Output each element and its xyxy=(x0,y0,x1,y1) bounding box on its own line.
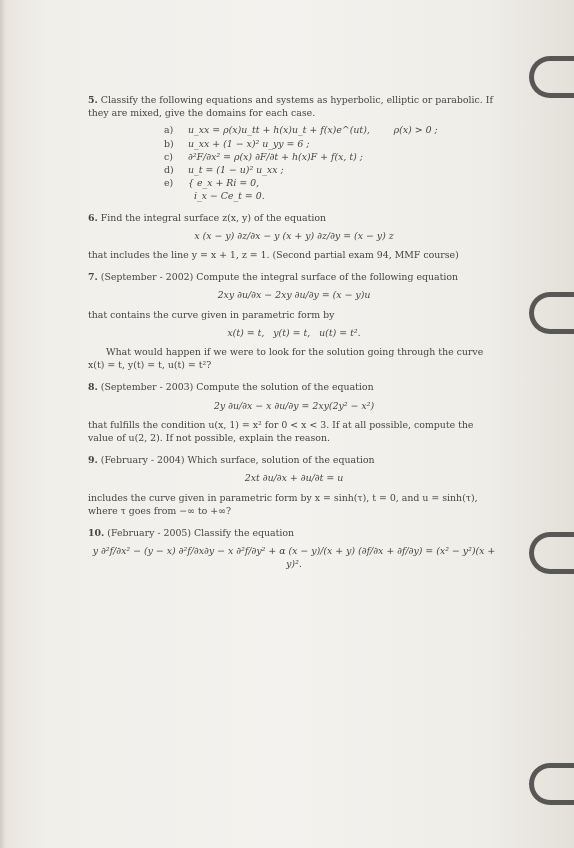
problem-number: 5. xyxy=(88,95,98,106)
item-label: b) xyxy=(164,138,174,150)
problem-text: (September - 2003) Compute the solution of the equation xyxy=(100,382,374,394)
problem-text: (February - 2005) Classify the equation xyxy=(107,528,295,540)
display-equation: x(t) = t, y(t) = t, u(t) = t². xyxy=(227,327,361,339)
problem-number: 10. xyxy=(88,528,105,540)
binder-ring xyxy=(529,763,574,805)
problem-5-statement xyxy=(88,94,500,120)
binder-ring xyxy=(529,292,574,334)
list-item xyxy=(164,177,500,203)
display-equation: x (x − y) ∂z/∂x − y (x + y) ∂z/∂y = (x − y) z xyxy=(194,230,394,242)
problem-text: What would happen if we were to look for the solution going through the curve x(t) = t, y(t) = t, u(t) = t²? xyxy=(88,347,484,372)
page-edge xyxy=(0,0,6,848)
item-label: d) xyxy=(164,165,174,177)
problem-9-statement xyxy=(88,454,500,467)
problem-7-statement xyxy=(88,271,500,284)
problem-text: that contains the curve given in parametric form by xyxy=(88,309,335,321)
problem-text: (September - 2002) Compute the integral surface of the following equation xyxy=(100,272,459,284)
display-equation: 2xy ∂u/∂x − 2xy ∂u/∂y = (x − y)u xyxy=(217,290,371,302)
problem-6-statement xyxy=(88,212,500,225)
display-equation: y ∂²f/∂x² − (y − x) ∂²f/∂x∂y − x ∂²f/∂y² + α (x − y)/(x + y) (∂f/∂x + ∂f/∂y) = (x² − y²)(x + y)². xyxy=(92,546,499,571)
item-label: a) xyxy=(164,125,174,137)
problem-5-list xyxy=(164,124,500,203)
item-label: c) xyxy=(164,151,173,163)
list-item xyxy=(164,124,500,137)
problem-number: 6. xyxy=(88,212,98,224)
problem-text: that includes the line y = x + 1, z = 1. (Second partial exam 94, MMF course) xyxy=(88,250,459,262)
list-item xyxy=(164,151,500,164)
display-equation: 2xt ∂u/∂x + ∂u/∂t = u xyxy=(244,473,344,485)
binder-ring xyxy=(529,532,574,574)
problem-text: includes the curve given in parametric form by x = sinh(τ), t = 0, and u = sinh(τ), where τ goes from −∞ to +∞? xyxy=(88,492,478,517)
exercise-sheet xyxy=(88,94,500,578)
problem-text: Classify the following equations and systems as hyperbolic, elliptic or parabolic. If they are mixed, give the domains for each case. xyxy=(88,95,493,120)
problem-text: that fulfills the condition u(x, 1) = x² for 0 < x < 3. If at all possible, compute the value of u(2, 2). If not possible, explain the reason. xyxy=(88,419,474,445)
problem-10-statement xyxy=(88,527,500,540)
item-equation: ∂²F/∂x² = ρ(x) ∂F/∂t + h(x)F + f(x, t) ; xyxy=(188,151,363,163)
problem-text: (February - 2004) Which surface, solution of the equation xyxy=(100,455,375,467)
problem-number: 8. xyxy=(88,382,98,394)
item-equation: u_xx = ρ(x)u_tt + h(x)u_t + f(x)e^(ut), ρ(x) > 0 ; xyxy=(188,125,438,137)
item-equation: { e_x + Ri = 0, i_x − Ce_t = 0. xyxy=(188,178,265,203)
problem-number: 9. xyxy=(88,455,98,467)
problem-8-statement xyxy=(88,381,500,394)
item-label: e) xyxy=(164,178,174,190)
item-equation: u_xx + (1 − x)² u_yy = 6 ; xyxy=(188,138,310,150)
list-item xyxy=(164,164,500,177)
binder-ring xyxy=(529,56,574,98)
problem-number: 7. xyxy=(88,272,98,284)
list-item xyxy=(164,138,500,151)
display-equation: 2y ∂u/∂x − x ∂u/∂y = 2xy(2y² − x²) xyxy=(213,400,375,412)
item-equation: u_t = (1 − u)² u_xx ; xyxy=(188,165,284,177)
problem-text: Find the integral surface z(x, y) of the equation xyxy=(100,212,327,224)
